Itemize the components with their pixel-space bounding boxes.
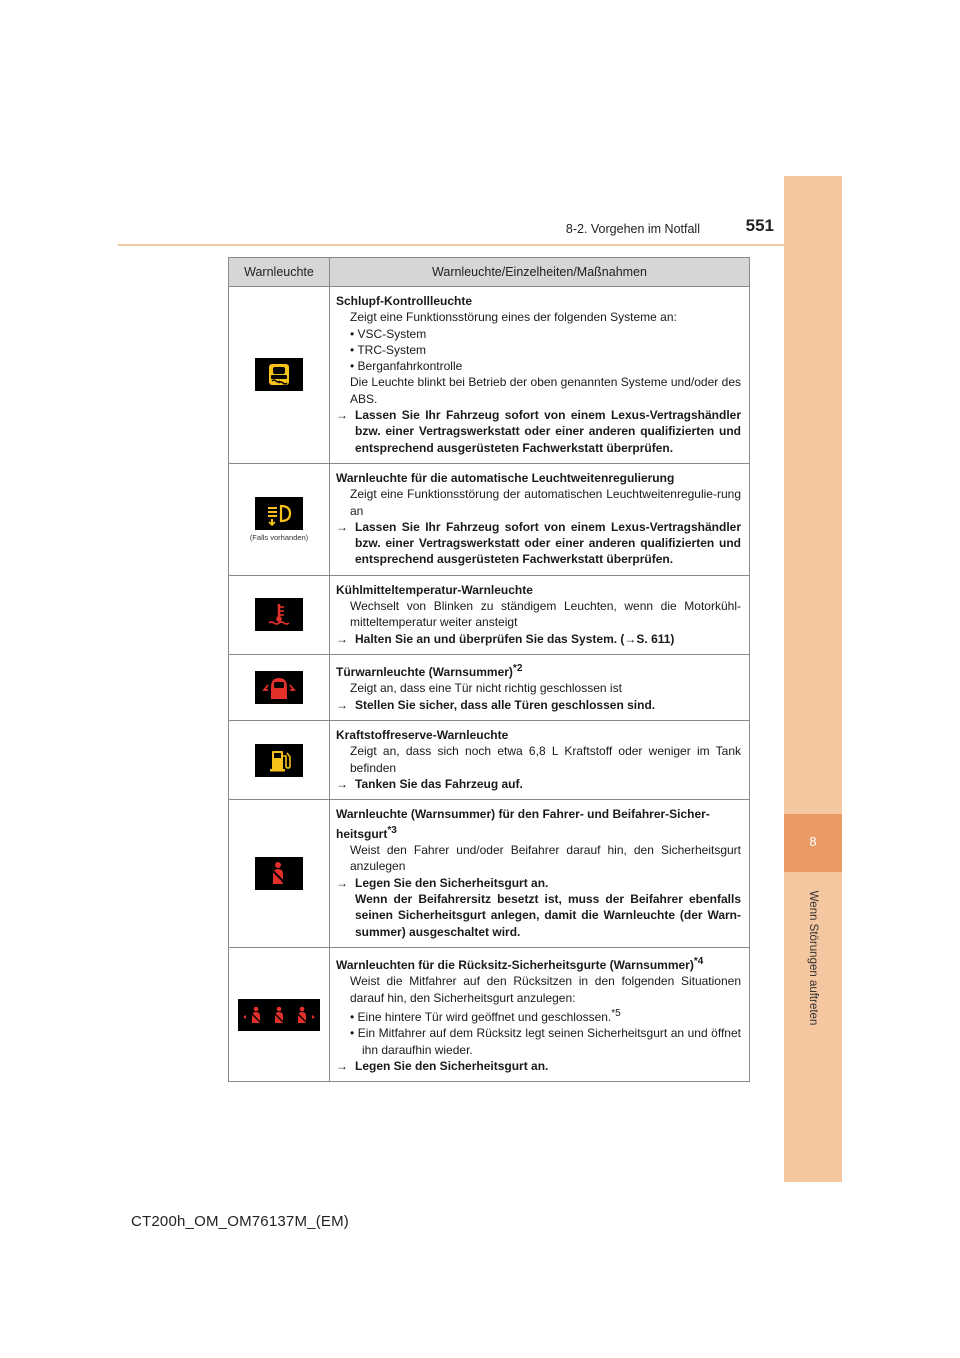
entry-title: Warnleuchte für die automatische Leuchtweitenregulierung [336,470,675,485]
action-text: → Tanken Sie das Fahrzeug auf. [336,776,523,791]
entry-title: Warnleuchte (Warnsummer) für den Fahrer- und Beifahrer-Sicher-heitsgurt$^{*3}$ [336,807,710,841]
entry-text: Wechselt von Blinken zu ständigem Leuchten, wenn die Motorkühl-mitteltemperatur weiter ansteigt [350,599,741,630]
entry-title: Türwarnleuchte (Warnsummer)$^{*2}$ [336,662,523,679]
action-text: → Legen Sie den Sicherheitsgurt an. [336,875,549,890]
column-header-details: Warnleuchte/Einzelheiten/Maßnahmen [330,258,750,287]
table-row [229,654,750,720]
slip-indicator-icon [255,358,303,391]
table-row [229,575,750,654]
action-text-continued: Wenn der Beifahrersitz besetzt ist, muss der Beifahrer ebenfalls seinen Sicherheitsgurt anlegen, damit die Warnleuchte (der Warn-summer) ausgeschaltet wird. [355,891,741,939]
entry-title: Kühlmitteltemperatur-Warnleuchte [336,582,533,597]
section-title: 8-2. Vorgehen im Notfall [565,222,700,236]
chapter-number: 8 [809,834,817,849]
action-text: → Lassen Sie Ihr Fahrzeug sofort von einem Lexus-Vertragshändler bzw. einer Vertragswerkstatt oder einer anderen qualifizierten und entsprechend ausgerüsteten Fachwerkstatt überprüfen. [336,519,741,567]
entry-title: Schlupf-Kontrollleuchte [336,294,472,308]
entry-title: Kraftstoffreserve-Warnleuchte [336,727,509,742]
header-divider [118,244,842,246]
arrow-right-icon: → [336,776,348,791]
table-row [229,287,750,464]
entry-text: Zeigt an, dass sich noch etwa 6,8 L Kraftstoff oder weniger im Tank befinden [350,744,741,775]
table-row [229,948,750,1082]
bullet-item: • Eine hintere Tür wird geöffnet und geschlossen.$^{*5}$ [350,1008,621,1025]
bullet-item: • Ein Mitfahrer auf dem Rücksitz legt seinen Sicherheitsgurt an und öffnet ihn daraufhin wieder. [350,1026,741,1057]
action-text: → Lassen Sie Ihr Fahrzeug sofort von einem Lexus-Vertragshändler bzw. einer Vertragswerkstatt oder einer anderen qualifizierten und entsprechend ausgerüsteten Fachwerkstatt überprüfen. [336,408,741,455]
page-number: 551 [745,216,774,235]
entry-text: Zeigt eine Funktionsstörung eines der folgenden Systeme an: [350,310,677,325]
table-row [229,463,750,575]
entry-text: Zeigt an, dass eine Tür nicht richtig geschlossen ist [350,681,622,696]
action-text: → Legen Sie den Sicherheitsgurt an. [336,1058,549,1073]
fuel-pump-icon [255,744,303,777]
entry-text: Die Leuchte blinkt bei Betrieb der oben genannten Systeme und/oder des ABS. [350,375,741,406]
bullet-item: • VSC-System [350,326,427,341]
icon-note: (Falls vorhanden) [249,532,309,542]
arrow-right-icon: → [336,631,348,646]
entry-text: Zeigt eine Funktionsstörung der automatischen Leuchtweitenregulie-rung an [350,487,741,518]
headlight-leveling-icon [255,497,303,530]
arrow-right-icon: → [336,697,348,712]
door-open-icon [255,671,303,704]
table-row [229,720,750,799]
arrow-right-icon: → [336,408,348,423]
table-row [229,800,750,948]
warning-light-table [228,257,750,1082]
chapter-label: Wenn Störungen auftreten [807,890,819,1026]
coolant-temperature-icon [255,598,303,631]
rear-seatbelt-icon [238,999,320,1031]
document-code: CT200h_OM_OM76137M_(EM) [130,1213,349,1230]
column-header-warnlight: Warnleuchte [229,258,330,287]
action-text: → Stellen Sie sicher, dass alle Türen geschlossen sind. [336,697,656,712]
bullet-item: • TRC-System [350,342,426,357]
table-header-row [229,258,750,287]
action-text: → Halten Sie an und überprüfen Sie das System. (→S. 611) [336,631,675,646]
entry-text: Weist den Fahrer und/oder Beifahrer darauf hin, den Sicherheitsgurt anzulegen [350,843,741,874]
arrow-right-icon: → [336,1058,348,1073]
bullet-item: • Berganfahrkontrolle [350,359,463,374]
entry-title: Warnleuchten für die Rücksitz-Sicherheitsgurte (Warnsummer)$^{*4}$ [336,956,704,973]
seatbelt-icon [255,857,303,890]
entry-text: Weist die Mitfahrer auf den Rücksitzen in den folgenden Situationen darauf hin, den Sicherheitsgurt anzulegen: [350,974,741,1005]
arrow-right-icon: → [336,875,348,890]
chapter-tab [784,814,842,872]
arrow-right-icon: → [336,519,348,534]
chapter-side-band [784,176,842,1182]
